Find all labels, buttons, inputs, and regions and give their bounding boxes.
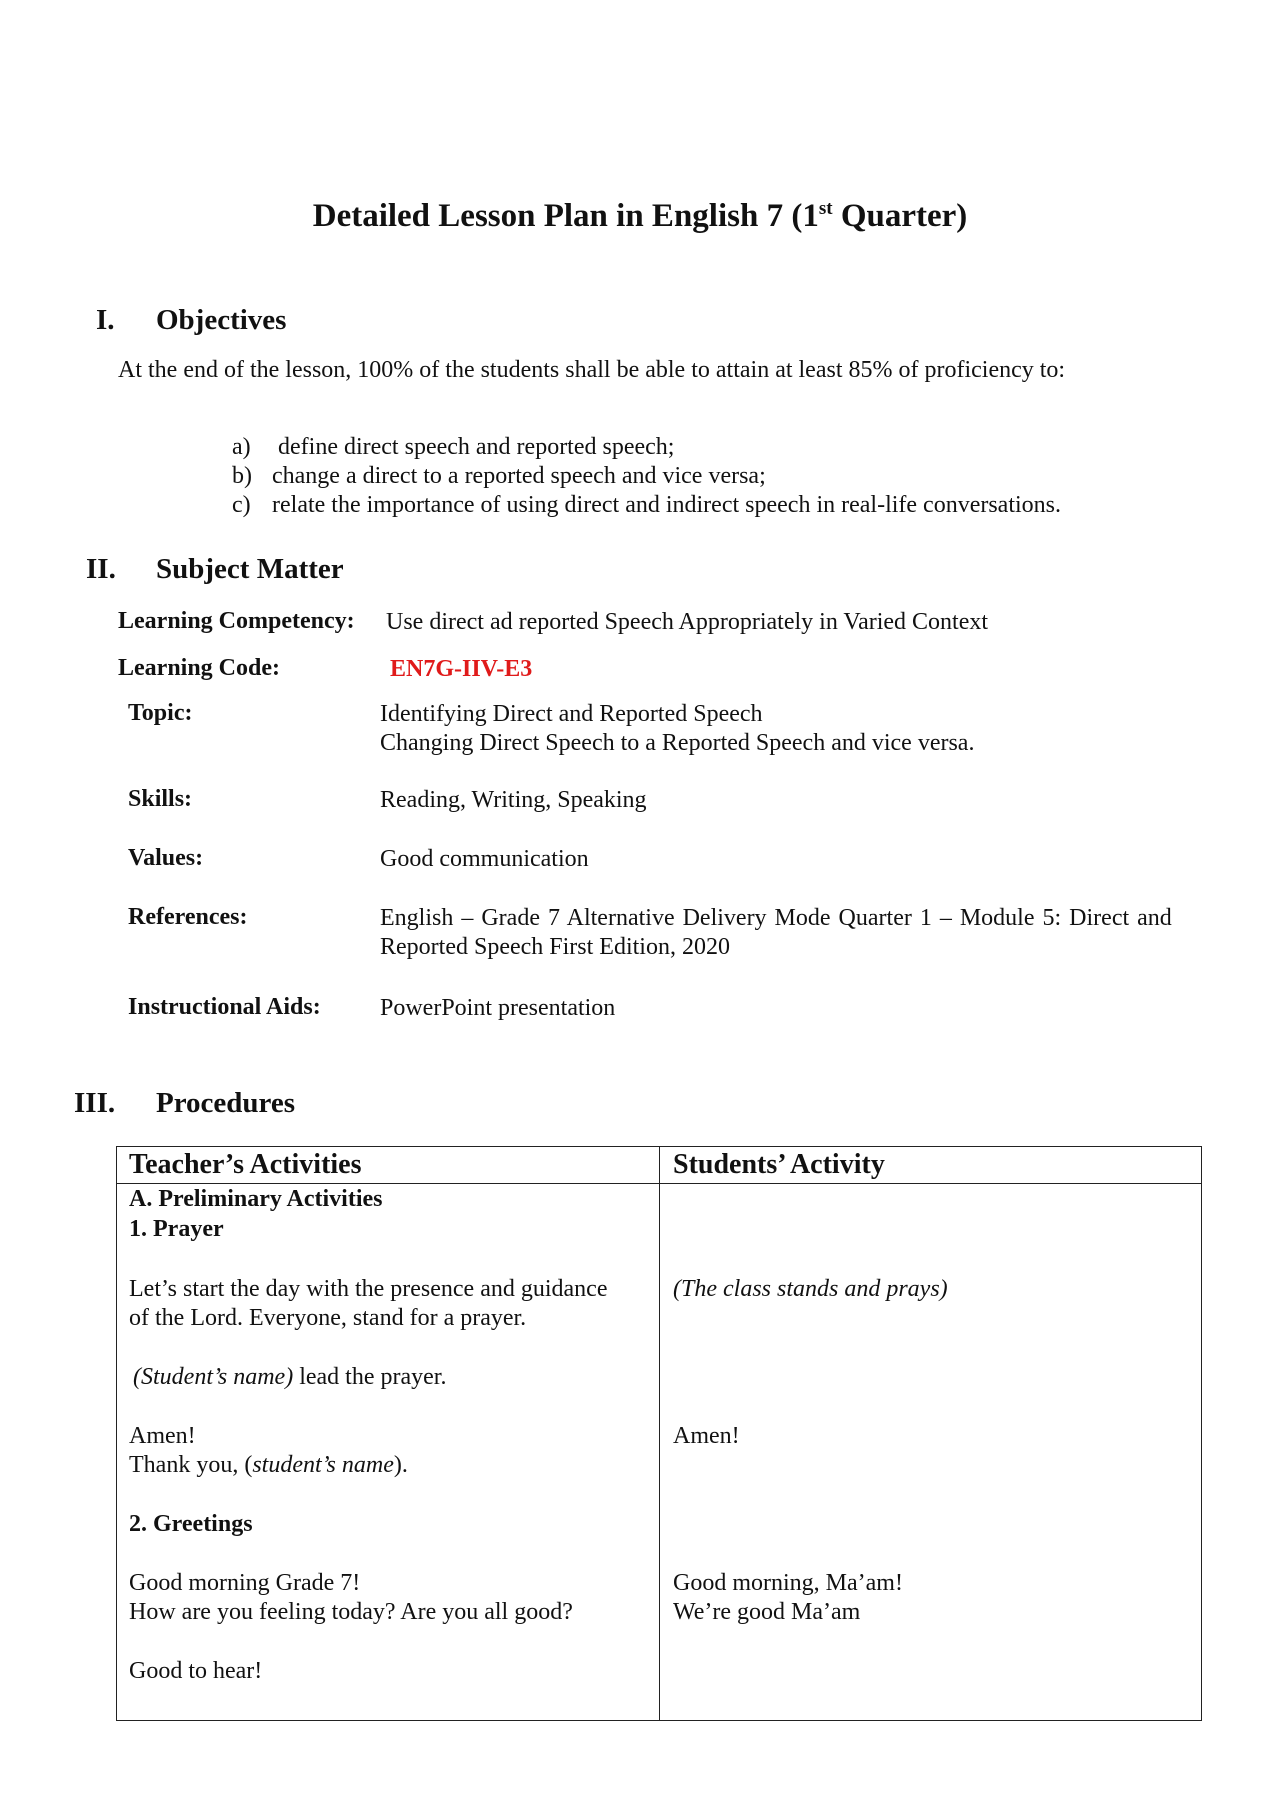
references-line-2: Reported Speech First Edition, 2020 — [380, 934, 730, 960]
teacher-good-to-hear: Good to hear! — [129, 1658, 263, 1684]
competency-label: Learning Competency: — [118, 608, 355, 634]
aids-value: PowerPoint presentation — [380, 995, 616, 1021]
column-header-teacher: Teacher’s Activities — [129, 1149, 362, 1180]
objectives-intro: At the end of the lesson, 100% of the students shall be able to attain at least 85% of proficiency to: — [118, 357, 1066, 383]
lead-prayer-line: (Student’s name) lead the prayer. — [133, 1364, 447, 1390]
section-title: Objectives — [156, 304, 287, 336]
section-number: III. — [74, 1087, 116, 1119]
procedures-table — [116, 1146, 1202, 1721]
teacher-greeting-line-1: Good morning Grade 7! — [129, 1570, 361, 1596]
student-greeting-line-1: Good morning, Ma’am! — [673, 1570, 903, 1596]
references-label: References: — [128, 904, 248, 930]
list-item: a) define direct speech and reported speech; — [232, 434, 675, 460]
teacher-prayer-line-1: Let’s start the day with the presence and guidance — [129, 1276, 608, 1302]
page-title: Detailed Lesson Plan in English 7 (1st Quarter) — [312, 198, 968, 234]
section-number: II. — [86, 553, 116, 585]
thank-you-line: Thank you, (student’s name). — [129, 1452, 408, 1478]
column-divider — [659, 1147, 660, 1720]
values-label: Values: — [128, 845, 204, 871]
list-item: b) change a direct to a reported speech and vice versa; — [232, 463, 766, 489]
student-greeting-line-2: We’re good Ma’am — [673, 1599, 861, 1625]
values-value: Good communication — [380, 846, 589, 872]
section-title: Subject Matter — [156, 553, 344, 585]
teacher-greeting-line-2: How are you feeling today? Are you all good? — [129, 1599, 573, 1625]
student-amen: Amen! — [673, 1423, 740, 1449]
competency-value: Use direct ad reported Speech Appropriately in Varied Context — [386, 609, 989, 635]
topic-line-1: Identifying Direct and Reported Speech — [380, 701, 763, 727]
topic-line-2: Changing Direct Speech to a Reported Speech and vice versa. — [380, 730, 975, 756]
header-divider — [117, 1183, 1201, 1184]
topic-label: Topic: — [128, 700, 193, 726]
section-number: I. — [96, 304, 115, 336]
student-prayer-response: (The class stands and prays) — [673, 1276, 948, 1302]
objectives-list — [232, 433, 1061, 520]
skills-value: Reading, Writing, Speaking — [380, 787, 647, 813]
code-value: EN7G-IIV-E3 — [390, 656, 533, 682]
aids-label: Instructional Aids: — [128, 994, 321, 1020]
column-header-students: Students’ Activity — [673, 1149, 885, 1180]
teacher-amen: Amen! — [129, 1423, 196, 1449]
section-title: Procedures — [156, 1087, 296, 1119]
teacher-prayer-line-2: of the Lord. Everyone, stand for a prayer. — [129, 1305, 527, 1331]
greetings-heading: 2. Greetings — [129, 1511, 253, 1537]
references-line-1: English – Grade 7 Alternative Delivery Mode Quarter 1 – Module 5: Direct and — [380, 905, 1172, 931]
prayer-heading: 1. Prayer — [129, 1216, 224, 1242]
preliminary-activities-heading: A. Preliminary Activities — [129, 1186, 383, 1212]
skills-label: Skills: — [128, 786, 193, 812]
list-item: c) relate the importance of using direct and indirect speech in real-life conversations. — [232, 492, 1062, 518]
code-label: Learning Code: — [118, 655, 280, 681]
